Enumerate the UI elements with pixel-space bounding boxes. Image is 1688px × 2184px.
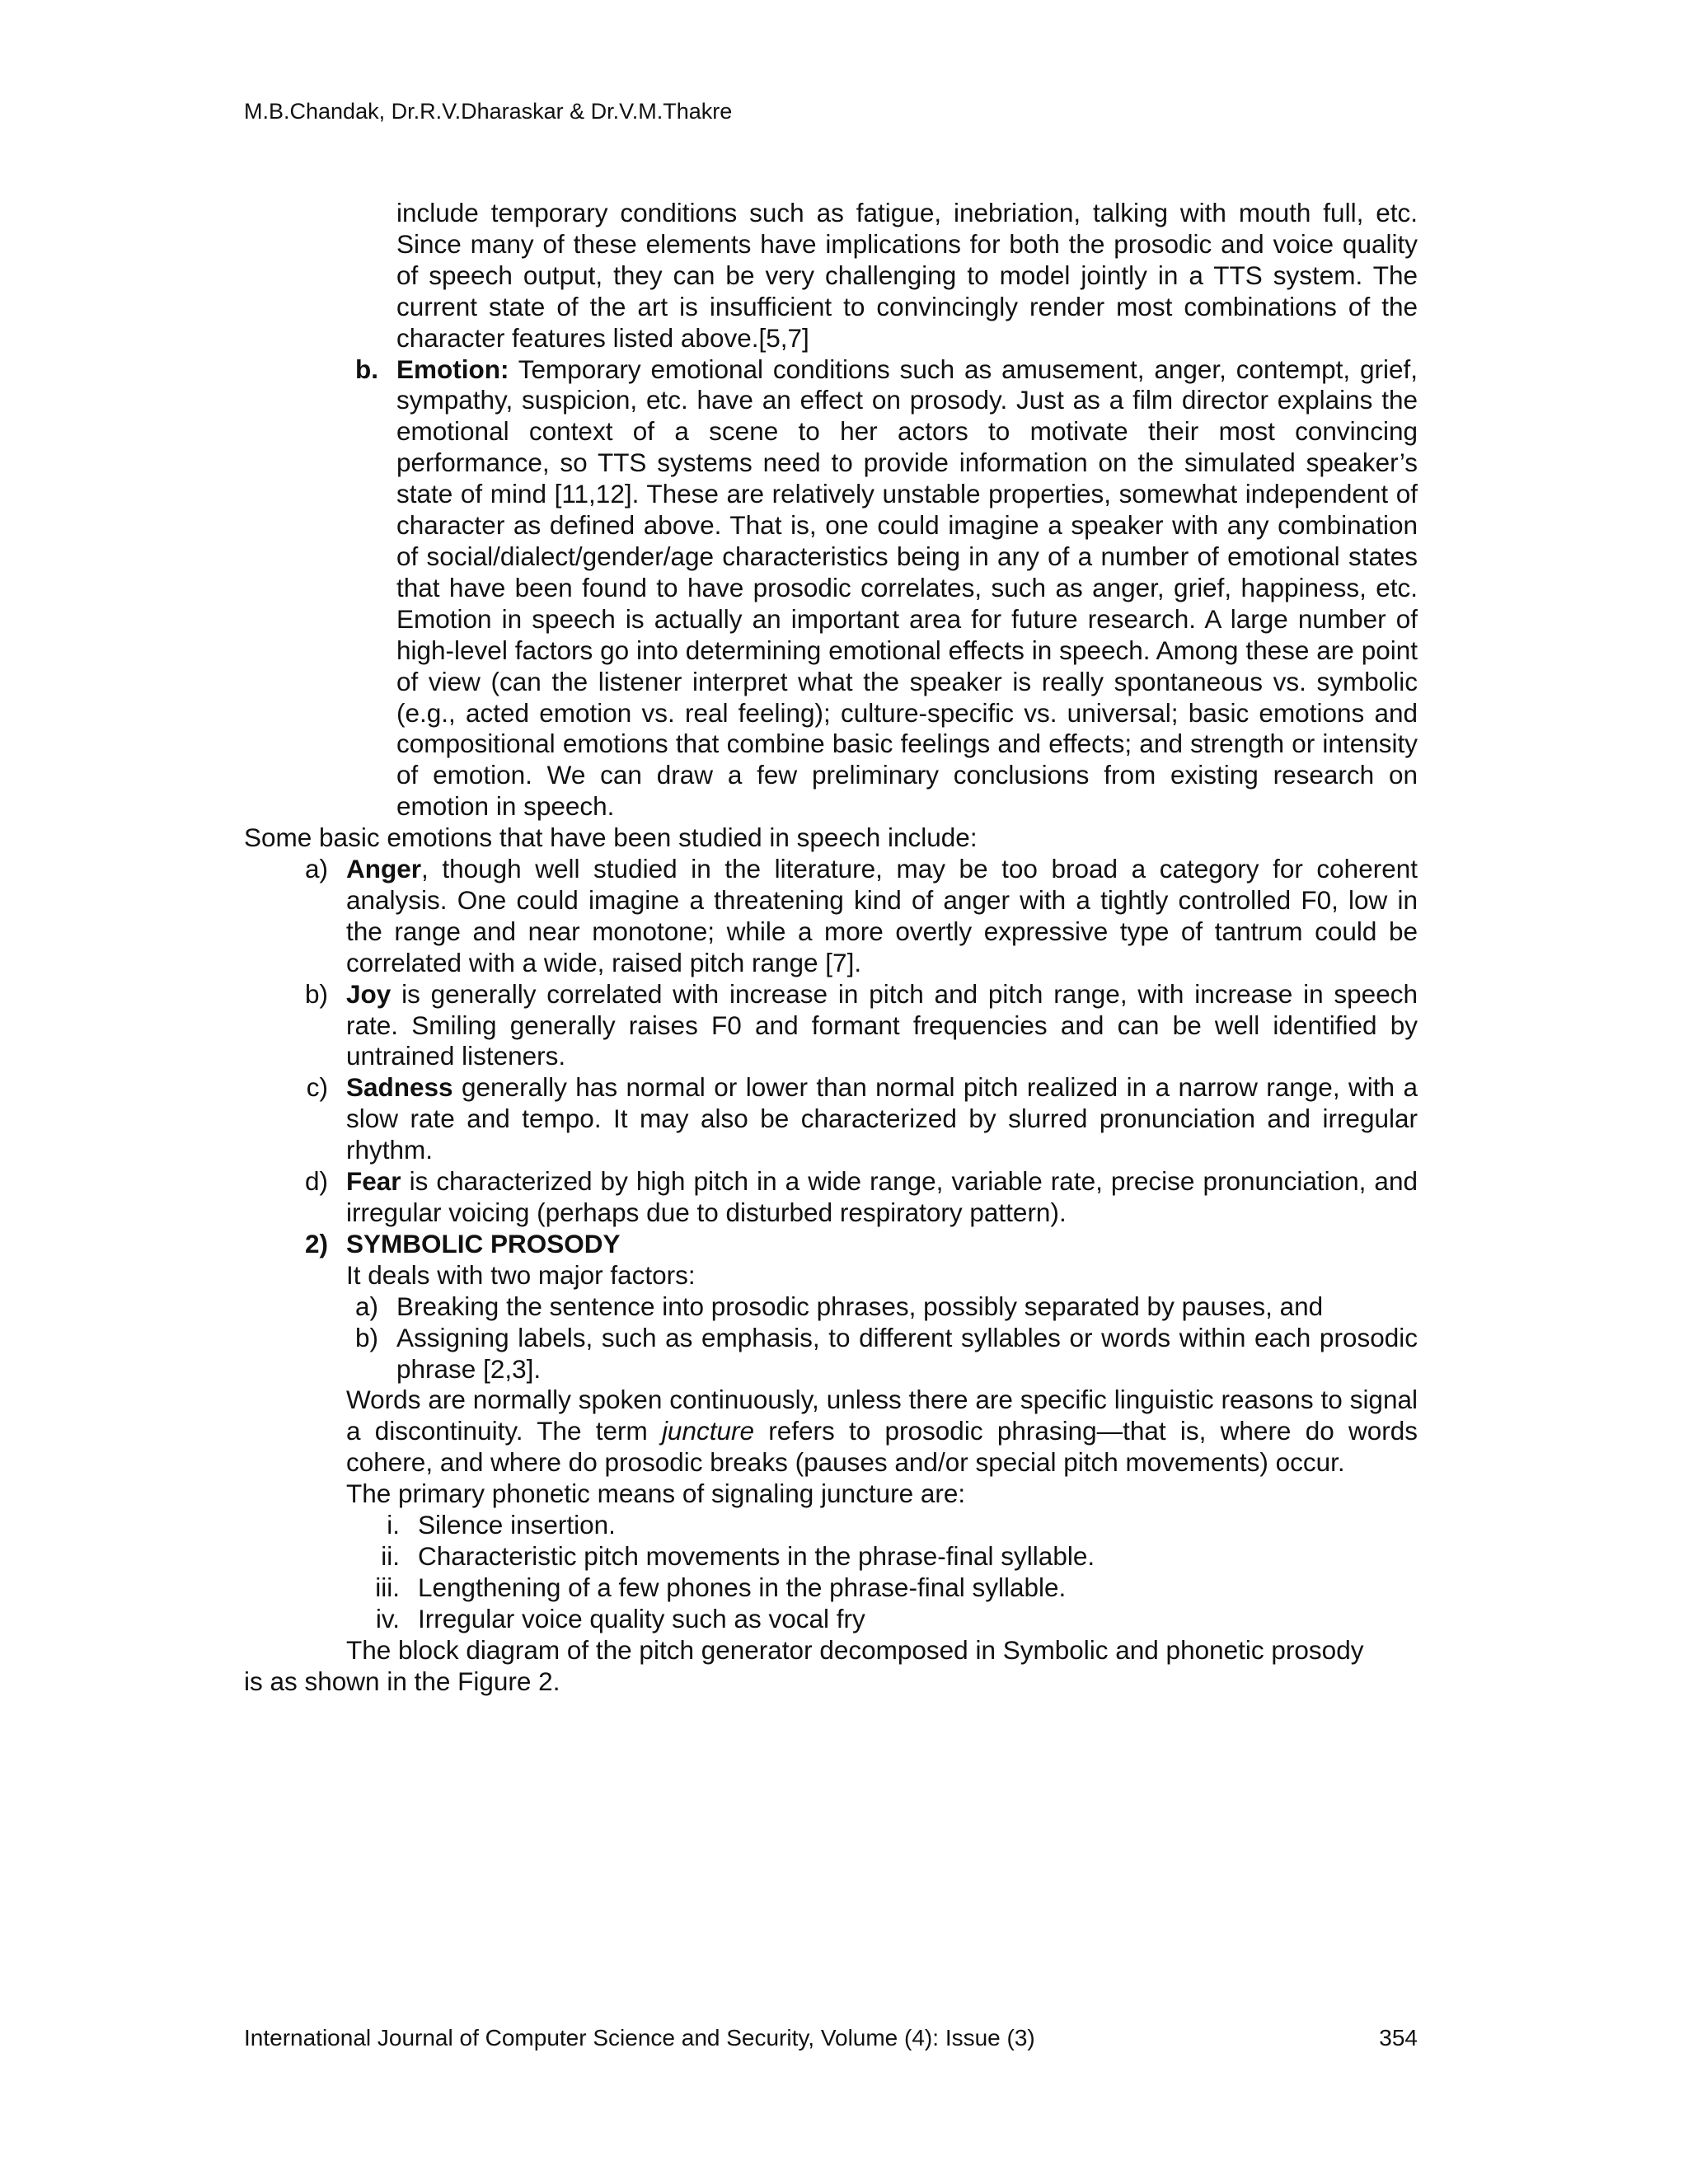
factor-item — [244, 1323, 1418, 1385]
emotion-item-joy — [244, 979, 1418, 1073]
emotion-term: Fear — [346, 1166, 401, 1197]
juncture-paragraph: Words are normally spoken continuously, unless there are specific linguistic reasons to signal a discontinuity. The term juncture refers to prosodic phrasing—that is, where do words cohere, and where do prosodic breaks (pauses and/or special pitch movements) occur. — [346, 1385, 1418, 1478]
roman-marker: i. — [387, 1510, 400, 1540]
means-item — [244, 1604, 1418, 1635]
emotion-text: generally has normal or lower than normal pitch realized in a narrow range, with a slow rate and tempo. It may also be characterized by slurred pronunciation and irregular rhythm. — [346, 1072, 1418, 1165]
means-text: Irregular voice quality such as vocal fry — [418, 1603, 865, 1633]
closing-line-2: is as shown in the Figure 2. — [244, 1666, 560, 1696]
emotion-list-item — [244, 354, 1418, 823]
list-marker: b) — [304, 978, 328, 1009]
means-text: Characteristic pitch movements in the phrase-final syllable. — [418, 1540, 1095, 1571]
section-heading-symbolic-prosody — [244, 1229, 1418, 1260]
emotion-term: Joy — [346, 978, 392, 1009]
roman-marker: ii. — [381, 1540, 400, 1571]
means-intro: The primary phonetic means of signaling juncture are: — [346, 1479, 966, 1509]
list-marker: b) — [354, 1322, 378, 1352]
basic-emotions-intro: Some basic emotions that have been studied in speech include: — [244, 823, 978, 853]
emotion-item-anger — [244, 854, 1418, 979]
means-text: Silence insertion. — [418, 1510, 616, 1540]
page-footer — [244, 2024, 1418, 2052]
emotion-term: Anger — [346, 854, 422, 884]
closing-paragraph — [244, 1635, 1418, 1698]
factor-text: Assigning labels, such as emphasis, to different syllables or words within each prosodic phrase [2,3]. — [396, 1322, 1418, 1384]
emotion-term: Sadness — [346, 1072, 453, 1103]
factor-item — [244, 1291, 1418, 1323]
symbolic-intro: It deals with two major factors: — [346, 1259, 696, 1290]
page-number: 354 — [1379, 2025, 1418, 2050]
list-marker: a) — [354, 1291, 378, 1321]
journal-citation: International Journal of Computer Science and Security, Volume (4): Issue (3) — [244, 2025, 1035, 2050]
means-text: Lengthening of a few phones in the phrase-final syllable. — [418, 1572, 1067, 1602]
closing-line-1: The block diagram of the pitch generator decomposed in Symbolic and phonetic prosody — [346, 1634, 1364, 1665]
section-number: 2) — [304, 1228, 328, 1258]
roman-marker: iii. — [375, 1572, 400, 1602]
character-continuation-paragraph: include temporary conditions such as fatigue, inebriation, talking with mouth full, etc. Since many of these elements have implications for both the prosodic and voice quality of speech output, they can be very challenging to model jointly in a TTS system. The current state of the art is insufficient to convincingly render most combinations of the character features listed above.[5,7] — [396, 198, 1418, 353]
roman-marker: iv. — [375, 1603, 400, 1633]
means-item — [244, 1541, 1418, 1572]
emotion-text: , though well studied in the literature, may be too broad a category for coherent analysis. One could imagine a threatening kind of anger with a tightly controlled F0, low in the range and near monotone; while a more overtly expressive type of tantrum could be correlated with a wide, raised pitch range [7]. — [346, 854, 1418, 977]
section-title: SYMBOLIC PROSODY — [346, 1228, 621, 1258]
list-marker: b. — [355, 354, 378, 384]
list-marker: c) — [306, 1072, 328, 1103]
emotion-item-fear — [244, 1166, 1418, 1229]
means-item — [244, 1572, 1418, 1604]
emotion-text: Temporary emotional conditions such as amusement, anger, contempt, grief, sympathy, suspicion, etc. have an effect on prosody. Just as a film director explains the emotional context of a scene to her actors to motivate their most convincing performance, so TTS systems need to provide information on the simulated speaker’s state of mind [11,12]. These are relatively unstable properties, somewhat independent of character as defined above. That is, one could imagine a speaker with any combination of social/dialect/gender/age characteristics being in any of a number of emotional states that have been found to have prosodic correlates, such as anger, grief, happiness, etc. Emotion in speech is actually an important area for future research. A large number of high-level factors go into determining emotional effects in speech. Among these are point of view (can the listener interpret what the speaker is really spontaneous vs. symbolic (e.g., acted emotion vs. real feeling); culture-specific vs. universal; basic emotions and compositional emotions that combine basic feelings and effects; and strength or intensity of emotion. We can draw a few preliminary conclusions from existing research on emotion in speech. — [396, 354, 1418, 822]
means-item — [244, 1510, 1418, 1541]
running-header: M.B.Chandak, Dr.R.V.Dharaskar & Dr.V.M.Thakre — [244, 99, 733, 124]
list-marker: a) — [304, 854, 328, 884]
juncture-term: juncture — [661, 1416, 755, 1446]
emotion-item-sadness — [244, 1072, 1418, 1166]
emotion-term: Emotion: — [396, 354, 509, 384]
body-text — [244, 198, 1418, 1698]
emotion-text: is characterized by high pitch in a wide range, variable rate, precise pronunciation, and irregular voicing (perhaps due to disturbed respiratory pattern). — [346, 1166, 1418, 1227]
list-marker: d) — [304, 1166, 328, 1197]
factor-text: Breaking the sentence into prosodic phrases, possibly separated by pauses, and — [396, 1291, 1324, 1321]
emotion-text: is generally correlated with increase in pitch and pitch range, with increase in speech rate. Smiling generally raises F0 and formant frequencies and can be well identified by untrained listeners. — [346, 978, 1418, 1071]
